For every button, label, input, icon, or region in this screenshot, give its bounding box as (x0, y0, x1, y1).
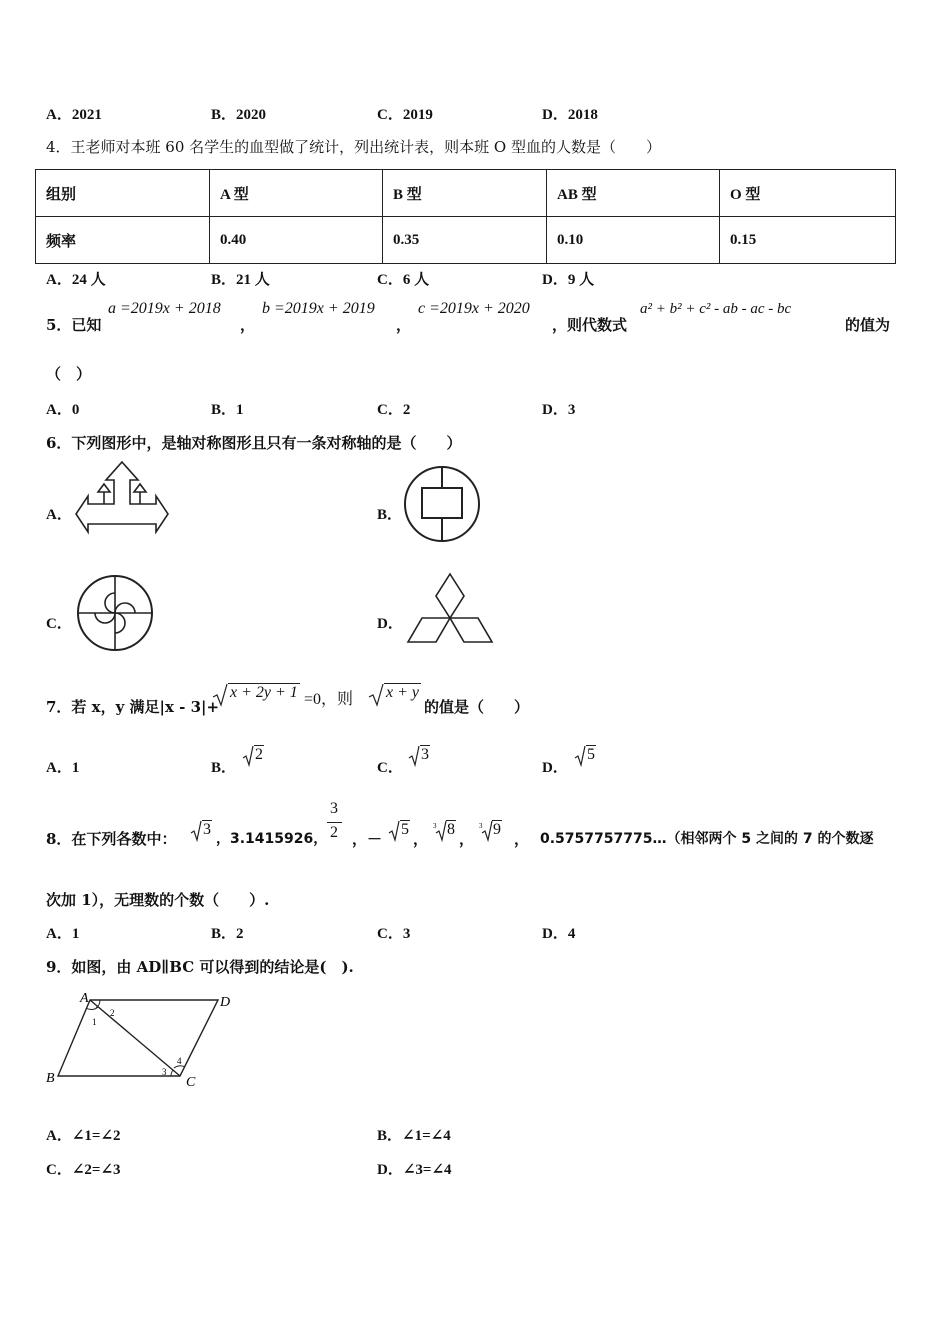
q9-option-c: C．∠2=∠3 (46, 1162, 121, 1178)
q8-cbrt8-radicand: 8 (447, 821, 455, 838)
q9-option-d: D．∠3=∠4 (377, 1162, 452, 1178)
q5-a-expression: a =2019x + 2018 (108, 300, 221, 317)
q5-target-expression: a² + b² + c² - ab - ac - bc (640, 301, 792, 317)
radical-sign (212, 683, 228, 707)
cube-root-sign (479, 820, 493, 842)
q5-prefix: 5．已知 (46, 316, 102, 334)
table-cell: 0.40 (210, 217, 383, 264)
table-cell: 0.35 (383, 217, 547, 264)
table-cell: O 型 (720, 170, 896, 217)
figure-label: D (220, 995, 231, 1010)
table-cell: B 型 (383, 170, 547, 217)
q8-numbers-text: ，3.1415926， (216, 831, 328, 847)
q4-stem: 4．王老师对本班 60 名学生的血型做了统计，列出统计表，则本班 O 型血的人数是（ ） (46, 138, 662, 156)
radical-sign (190, 820, 202, 842)
radical-sign (368, 683, 384, 707)
q3-option-a: A．2021 (46, 107, 102, 123)
q8-line2: 次加 1），无理数的个数（ ）. (46, 891, 270, 909)
table-row (36, 170, 896, 217)
q6-label-a: A． (46, 507, 72, 523)
radical-sign (408, 745, 420, 767)
radical-sign (574, 745, 586, 767)
q8-decimal-text: 0.5757757775…（相邻两个 5 之间的 7 的个数逐 (540, 831, 874, 847)
table-cell: 0.10 (547, 217, 720, 264)
q5-option-d: D．3 (542, 402, 576, 418)
q5-option-b: B．1 (211, 402, 244, 418)
q9-stem: 9．如图，由 AD∥BC 可以得到的结论是( ). (46, 958, 354, 976)
q7-option-b-radicand: 2 (255, 746, 263, 763)
table-cell: A 型 (210, 170, 383, 217)
q7-equation-tail: =0，则 (304, 691, 354, 708)
q3-option-d: D．2018 (542, 107, 598, 123)
table-cell: 频率 (36, 217, 210, 264)
cube-root-sign (433, 820, 447, 842)
q5-comma-2: ， (396, 316, 412, 334)
figure-label: 3 (162, 1067, 167, 1077)
q8-sqrt5-radicand: 5 (401, 821, 409, 838)
pinwheel-circle-figure (76, 574, 154, 652)
figure-label: C (186, 1075, 196, 1090)
table-cell: 组别 (36, 170, 210, 217)
q6-label-b: B． (377, 507, 403, 523)
radical-sign (242, 745, 254, 767)
fraction-bar (327, 822, 342, 823)
q5-mid-text: ，则代数式 (552, 316, 628, 334)
q7-option-c-radicand: 3 (421, 746, 429, 763)
q3-option-c: C．2019 (377, 107, 433, 123)
q8-sqrt3-radicand: 3 (203, 821, 211, 838)
q4-option-d: D．9 人 (542, 272, 595, 288)
q7-option-a: A．1 (46, 760, 80, 776)
table-cell: 0.15 (720, 217, 896, 264)
q7-option-d: D． (542, 760, 568, 776)
q8-fraction-numerator: 3 (330, 800, 338, 817)
q8-cbrt9-radicand: 9 (493, 821, 501, 838)
figure-label: 1 (92, 1017, 97, 1027)
q6-label-d: D． (377, 616, 403, 632)
q5-answer-paren: （ ） (46, 365, 92, 383)
q5-b-expression: b =2019x + 2019 (262, 300, 375, 317)
q7-radicand-2: x + y (386, 684, 419, 701)
figure-label: 2 (110, 1008, 115, 1018)
q8-option-d: D．4 (542, 926, 576, 942)
q8-option-a: A．1 (46, 926, 80, 942)
q8-option-c: C．3 (377, 926, 411, 942)
q7-option-c: C． (377, 760, 403, 776)
q4-option-a: A．24 人 (46, 272, 106, 288)
q5-comma-1: ， (240, 316, 256, 334)
parallelogram-figure (40, 990, 240, 1090)
svg-text:3: 3 (479, 822, 483, 830)
q4-option-c: C．6 人 (377, 272, 430, 288)
table-cell: AB 型 (547, 170, 720, 217)
q9-option-b: B．∠1=∠4 (377, 1128, 451, 1144)
radical-sign (388, 820, 400, 842)
q7-radicand-1: x + 2y + 1 (230, 684, 298, 701)
q9-option-a: A．∠1=∠2 (46, 1128, 121, 1144)
q5-suffix: 的值为 (845, 316, 891, 334)
q8-fraction-denominator: 2 (330, 824, 338, 841)
q6-stem: 6．下列图形中，是轴对称图形且只有一条对称轴的是（ ） (46, 434, 462, 452)
q7-option-d-radicand: 5 (587, 746, 595, 763)
q5-option-c: C．2 (377, 402, 411, 418)
three-diamonds-figure (404, 572, 496, 654)
q6-label-c: C． (46, 616, 72, 632)
table-row (36, 217, 896, 264)
figure-label: B (46, 1071, 55, 1086)
svg-text:3: 3 (433, 822, 437, 830)
q4-option-b: B．21 人 (211, 272, 270, 288)
q8-option-b: B．2 (211, 926, 244, 942)
figure-label: 4 (177, 1056, 182, 1066)
q7-prefix: 7．若 x，y 满足|x - 3|+ (46, 698, 220, 716)
q5-option-a: A．0 (46, 402, 80, 418)
q8-prefix: 8．在下列各数中： (46, 830, 177, 848)
q3-option-b: B．2020 (211, 107, 267, 123)
q5-c-expression: c =2019x + 2020 (418, 300, 530, 317)
blood-type-table (35, 169, 896, 264)
q7-option-b: B． (211, 760, 237, 776)
q7-suffix: 的值是（ ） (424, 698, 530, 716)
double-arrow-figure (72, 458, 172, 544)
figure-label: A (80, 991, 89, 1006)
circle-square-figure (402, 464, 482, 544)
q8-minus-text: ，－ (352, 830, 383, 848)
